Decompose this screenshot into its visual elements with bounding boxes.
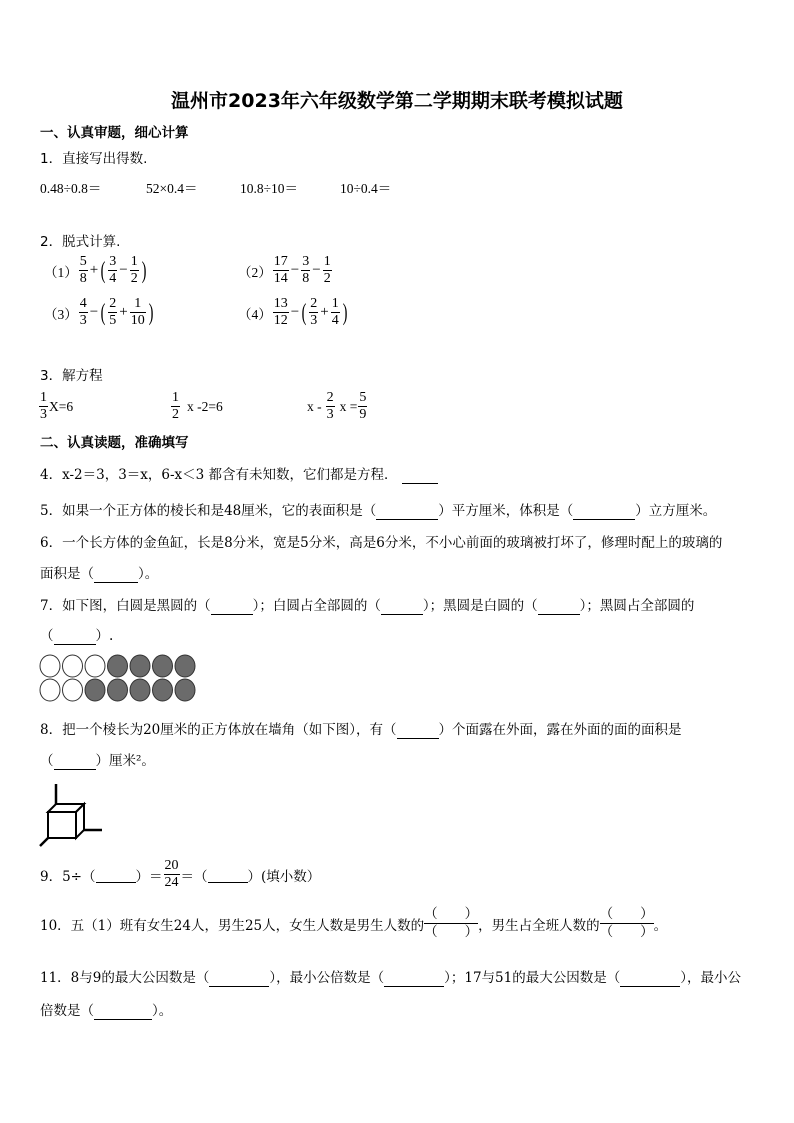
white-circle [40,655,60,677]
answer-blank[interactable] [96,866,136,883]
answer-blank[interactable] [573,503,635,520]
q7-line-2 [40,624,113,645]
q9-part-b: ）＝ [135,868,163,885]
q10-part-b: ，男生占全班人数的 [478,917,600,934]
fraction: $\frac{3}{8}$ [302,254,310,286]
q8-line-1 [40,718,682,739]
q10-part-a: 10．五（1）班有女生24人，男生25人，女生人数是男生人数的 [40,917,425,934]
answer-fraction-blank[interactable]: （ ） （ ） [599,906,654,940]
black-circle [175,679,195,701]
fraction: $\frac{3}{4}$ [109,254,117,286]
answer-blank[interactable] [208,866,248,883]
fraction: $\frac{2}{3}$ [326,390,334,422]
q7-line2-a: （ [40,628,54,644]
q3-e2-rest: x -2=6 [187,398,223,414]
answer-blank[interactable] [620,970,680,987]
q8-part-b: ）个面露在外面，露在外面的面的面积是 [438,722,682,738]
answer-blank[interactable] [211,598,253,615]
q7-part-b: ）；白圆占全部圆的（ [252,598,381,614]
answer-blank[interactable] [94,1003,152,1020]
q1-item-3: 10.8÷10＝ [240,181,299,196]
q5-part-a: 5．如果一个正方体的棱长和是48厘米，它的表面积是（ [40,503,377,519]
black-circle [108,655,128,677]
q8-line2-a: （ [40,753,54,769]
answer-blank[interactable] [376,503,438,520]
white-circle [85,655,105,677]
answer-blank[interactable] [384,970,444,987]
fraction: $\frac{1}{10}$ [130,296,145,328]
fraction: $\frac{13}{12}$ [273,296,288,328]
fraction: $\frac{5}{8}$ [79,254,87,286]
answer-blank[interactable] [54,628,96,645]
fraction: $\frac{2}{3}$ [310,296,318,328]
q1-item-2: 52×0.4＝ [146,181,198,196]
q1-label: 1．直接写出得数. [40,151,148,167]
q2-problem-1: （1） $\frac{5}{8}$ + ( $\frac{3}{4}$ − $\frac{1}{2}$ ) [44,254,147,286]
q11-line-1 [40,966,741,987]
fraction: $\frac{17}{14}$ [273,254,288,286]
answer-blank[interactable] [538,598,580,615]
fraction: $\frac{1}{3}$ [40,390,47,422]
white-circle [63,679,83,701]
cube-front-face [48,812,76,838]
q8-line-2 [40,749,155,770]
q7-part-d: ）；黑圆占全部圆的 [579,598,695,614]
q2-p2-number: （2） [238,264,272,280]
q2-p1-number: （1） [44,264,78,280]
q11-part-a: 11．8与9的最大公因数是（ [40,970,210,986]
q5-part-b: ）平方厘米，体积是（ [438,503,574,519]
q3-e1-rest: X=6 [49,398,74,414]
q5-text [40,499,716,520]
q11-part-d: ），最小公 [680,970,741,986]
q2-problem-4: （4） $\frac{13}{12}$ − ( $\frac{2}{3}$ + $\frac{1}{4}$ ) [238,296,348,328]
q2-problem-3: （3） $\frac{4}{3}$ − ( $\frac{2}{5}$ + $\frac{1}{10}$ ) [44,296,154,328]
section-1-heading: 一、认真审题，细心计算 [40,125,189,141]
fraction: $\frac{5}{9}$ [359,390,367,422]
answer-blank[interactable] [397,722,439,739]
q10-text [40,906,667,941]
q3-equation-2 [170,390,223,423]
q2-label: 2．脱式计算. [40,234,121,250]
q9-part-d: ）(填小数） [247,868,321,885]
floor-edge-diagonal [40,838,48,846]
q9-part-c: ＝（ [180,868,208,885]
fraction: $\frac{1}{2}$ [323,254,331,286]
black-circle [175,655,195,677]
q1-item-1: 0.48÷0.8＝ [40,181,102,196]
q9-text [40,858,320,891]
section-2-heading: 二、认真读题，准确填写 [40,435,189,451]
fraction: $\frac{2}{5}$ [109,296,117,328]
answer-blank[interactable] [402,467,438,484]
answer-blank[interactable] [54,753,96,770]
black-circle [153,655,173,677]
q2-p4-number: （4） [238,306,272,322]
page-title: 温州市2023年六年级数学第二学期期末联考模拟试题 [171,90,623,112]
q7-circles-figure [38,654,198,704]
q4-statement: 4．x-2＝3，3＝x，6-x＜3 都含有未知数，它们都是方程． [40,467,398,483]
q3-e3-pre: x - [307,398,322,414]
black-circle [153,679,173,701]
answer-fraction-blank[interactable]: （ ） （ ） [424,906,479,940]
q6-part-a: 面积是（ [40,566,94,582]
q7-part-c: ）；黑圆是白圆的（ [422,598,538,614]
q11-part-c: ）；17与51的最大公因数是（ [444,970,621,986]
white-circle [40,679,60,701]
q11-line-2 [40,999,172,1020]
q7-part-a: 7．如下图，白圆是黑圆的（ [40,598,211,614]
black-circle [130,679,150,701]
q3-label: 3．解方程 [40,368,103,384]
q4-text [40,463,438,484]
black-circle [130,655,150,677]
answer-blank[interactable] [381,598,423,615]
fraction: $\frac{4}{3}$ [79,296,87,328]
q3-equation-1 [38,390,73,423]
q7-line-1 [40,594,694,615]
white-circle [63,655,83,677]
q7-line2-b: ）. [95,628,114,644]
q9-part-a: 9．5÷（ [40,868,96,885]
fraction: $\frac{1}{4}$ [331,296,339,328]
answer-blank[interactable] [94,566,138,583]
q3-e3-mid: x = [339,398,358,414]
fraction: $\frac{20}{24}$ [164,858,179,890]
q2-p3-number: （3） [44,306,78,322]
q11-line2-a: 倍数是（ [40,1003,94,1019]
q10-part-c: 。 [653,917,668,934]
q3-equation-3 [307,390,368,423]
q6-line-1: 6．一个长方体的金鱼缸，长是8分米，宽是5分米，高是6分米，不小心前面的玻璃被打坏了，修理时配上的玻璃的 [40,535,723,551]
q8-line2-b: ）厘米²。 [95,753,155,769]
q1-item-4: 10÷0.4＝ [340,181,392,196]
q8-part-a: 8．把一个棱长为20厘米的正方体放在墙角（如下图），有（ [40,722,397,738]
q2-problem-2: （2） $\frac{17}{14}$ − $\frac{3}{8}$ − $\frac{1}{2}$ [238,254,331,286]
black-circle [108,679,128,701]
q11-part-b: ），最小公倍数是（ [269,970,385,986]
q8-cube-in-corner-figure [38,782,108,850]
q6-line-2 [40,562,158,583]
fraction: $\frac{1}{2}$ [130,254,138,286]
q5-part-c: ）立方厘米。 [635,503,717,519]
q6-part-b: ）。 [138,566,159,582]
q11-line2-b: ）。 [152,1003,173,1019]
fraction: $\frac{1}{2}$ [172,390,179,422]
black-circle [85,679,105,701]
answer-blank[interactable] [209,970,269,987]
